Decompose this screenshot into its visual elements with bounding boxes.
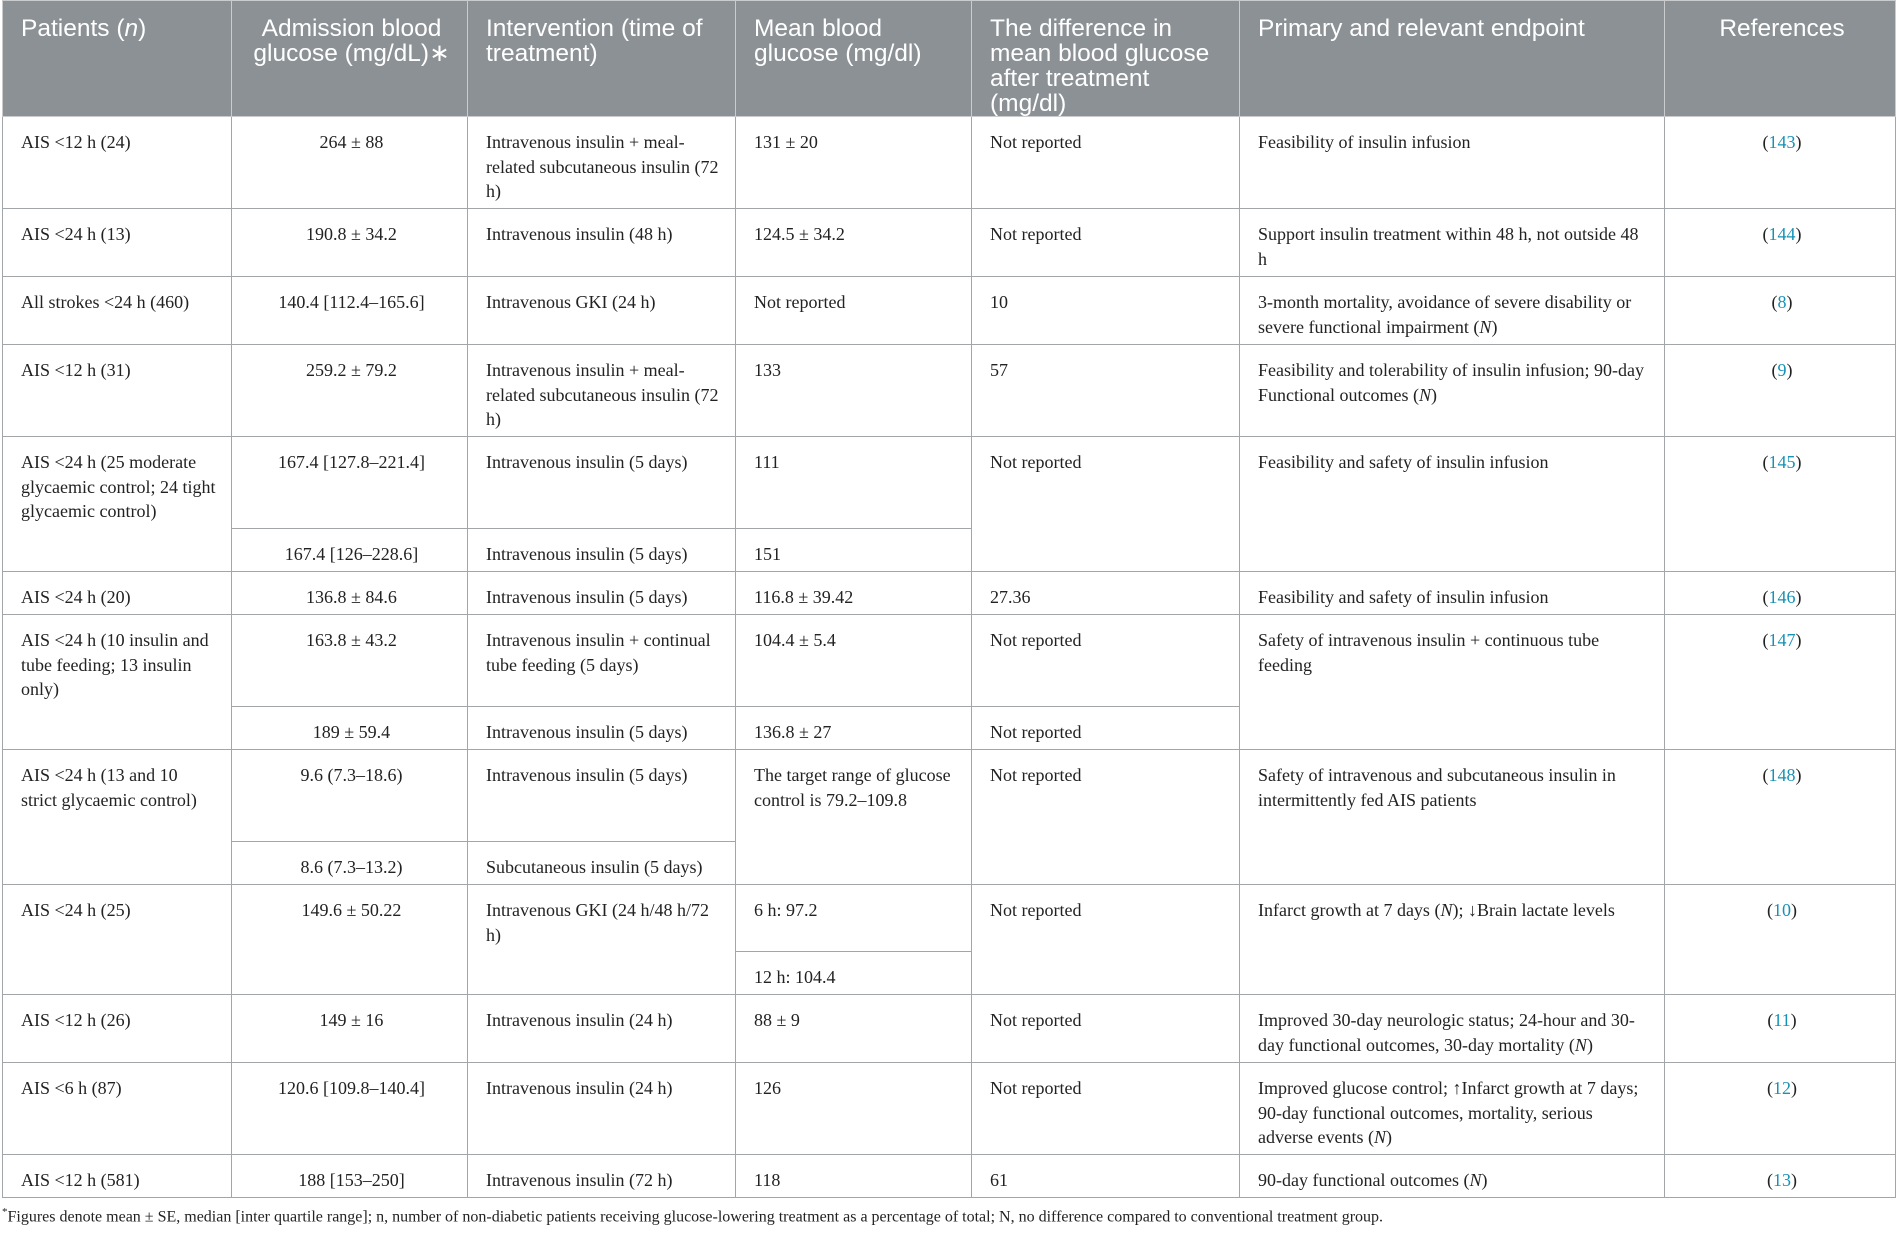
cell-text: Intravenous GKI (24 h/48 h/72 h) xyxy=(486,900,709,945)
cell-text: 61 xyxy=(990,1170,1008,1190)
cell-text: Intravenous insulin (24 h) xyxy=(486,1010,673,1030)
cell-text: Improved 30-day neurologic status; 24-hour and 30-day functional outcomes, 30-day mortality ( xyxy=(1258,1010,1635,1055)
mean-glucose-cell xyxy=(736,529,972,572)
cell-text: 136.8 ± 27 xyxy=(754,722,832,742)
cell-text: 120.6 [109.8–140.4] xyxy=(278,1078,425,1098)
cell-text: Not reported xyxy=(754,292,846,312)
data-table xyxy=(2,0,1896,1198)
cell-text: 12 h: 104.4 xyxy=(754,967,836,987)
cell-text: Intravenous insulin (5 days) xyxy=(486,722,688,742)
endpoint-cell xyxy=(1240,995,1665,1063)
endpoint-cell xyxy=(1240,209,1665,277)
admission-glucose-cell xyxy=(232,209,468,277)
table-footnote xyxy=(2,1206,1383,1226)
cell-text: 140.4 [112.4–165.6] xyxy=(278,292,425,312)
reference-cell: (11) xyxy=(1665,995,1896,1063)
patients-cell xyxy=(3,437,232,572)
cell-text: 124.5 ± 34.2 xyxy=(754,224,845,244)
patients-cell xyxy=(3,750,232,885)
cell-text: Safety of intravenous insulin + continuous tube feeding xyxy=(1258,630,1600,675)
cell-text: 259.2 ± 79.2 xyxy=(306,360,397,380)
cell-text: 116.8 ± 39.42 xyxy=(754,587,854,607)
intervention-cell xyxy=(468,209,736,277)
column-header xyxy=(468,1,736,117)
admission-glucose-cell xyxy=(232,1155,468,1198)
cell-text: Intravenous GKI (24 h) xyxy=(486,292,656,312)
cell-suffix: ) xyxy=(1586,1034,1593,1055)
cell-text: 3-month mortality, avoidance of severe disability or severe functional impairment ( xyxy=(1258,292,1632,337)
cell-text: AIS <24 h (25 moderate glycaemic control; 24 tight glycaemic control) xyxy=(21,452,216,521)
intervention-cell xyxy=(468,842,736,885)
cell-text: Not reported xyxy=(990,630,1082,650)
cell-text: Not reported xyxy=(990,1010,1082,1030)
cell-text: Intravenous insulin (5 days) xyxy=(486,544,688,564)
cell-suffix: ) xyxy=(1385,1127,1392,1147)
endpoint-cell xyxy=(1240,345,1665,437)
mean-glucose-cell xyxy=(736,995,972,1063)
reference-cell: (8) xyxy=(1665,277,1896,345)
cell-text: AIS <24 h (20) xyxy=(21,587,131,607)
endpoint-cell xyxy=(1240,885,1665,995)
table-row xyxy=(3,345,1896,437)
reference-cell: (147) xyxy=(1665,615,1896,750)
cell-text: Intravenous insulin (48 h) xyxy=(486,224,673,244)
admission-glucose-cell xyxy=(232,277,468,345)
cell-text: 136.8 ± 84.6 xyxy=(306,587,397,607)
mean-glucose-cell xyxy=(736,615,972,707)
mean-glucose-cell xyxy=(736,707,972,750)
cell-text: Infarct growth at 7 days ( xyxy=(1258,900,1441,920)
endpoint-cell xyxy=(1240,277,1665,345)
intervention-cell xyxy=(468,529,736,572)
intervention-cell xyxy=(468,885,736,995)
cell-text: 167.4 [126–228.6] xyxy=(284,544,419,564)
table-row xyxy=(3,117,1896,209)
cell-text: Improved glucose control; ↑Infarct growth at 7 days; 90-day functional outcomes, mortality, serious adverse events ( xyxy=(1258,1078,1639,1147)
reference-link[interactable]: 9 xyxy=(1777,360,1787,380)
column-header-text: References xyxy=(1719,15,1845,42)
patients-cell xyxy=(3,615,232,750)
cell-text: AIS <6 h (87) xyxy=(21,1078,122,1098)
intervention-cell xyxy=(468,750,736,842)
mean-glucose-cell xyxy=(736,1063,972,1155)
column-header-text: Primary and relevant endpoint xyxy=(1258,15,1585,42)
admission-glucose-cell xyxy=(232,750,468,842)
cell-suffix: ); ↓Brain lactate levels xyxy=(1452,900,1615,920)
cell-text: 151 xyxy=(754,544,781,564)
cell-text: Not reported xyxy=(990,132,1082,152)
table-row xyxy=(3,615,1896,707)
reference-cell: (145) xyxy=(1665,437,1896,572)
table-row xyxy=(3,1155,1896,1198)
cell-text: AIS <24 h (25) xyxy=(21,900,131,920)
cell-text: Not reported xyxy=(990,765,1082,785)
cell-text: AIS <24 h (13 and 10 strict glycaemic control) xyxy=(21,765,197,810)
cell-italic: N xyxy=(1574,1034,1587,1055)
header-row xyxy=(3,1,1896,117)
mean-glucose-cell xyxy=(736,1155,972,1198)
column-header xyxy=(232,1,468,117)
patients-cell xyxy=(3,209,232,277)
glucose-difference-cell xyxy=(972,117,1240,209)
admission-glucose-cell xyxy=(232,345,468,437)
cell-text: AIS <12 h (581) xyxy=(21,1170,140,1190)
column-header-text: Intervention (time of treatment) xyxy=(486,15,703,67)
column-header-text: The difference in mean blood glucose after treatment (mg/dl) xyxy=(990,15,1210,117)
reference-link[interactable]: 144 xyxy=(1768,224,1796,244)
mean-glucose-cell xyxy=(736,750,972,885)
reference-link[interactable]: 10 xyxy=(1773,900,1791,920)
table-body xyxy=(3,117,1896,1198)
cell-text: 131 ± 20 xyxy=(754,132,818,152)
reference-cell: (148) xyxy=(1665,750,1896,885)
column-header-text: Mean blood glucose (mg/dl) xyxy=(754,15,922,67)
cell-text: Intravenous insulin + continual tube feeding (5 days) xyxy=(486,630,711,675)
intervention-cell xyxy=(468,615,736,707)
reference-link[interactable]: 13 xyxy=(1773,1170,1791,1190)
cell-text: 133 xyxy=(754,360,781,380)
cell-text: 190.8 ± 34.2 xyxy=(306,224,397,244)
intervention-cell xyxy=(468,995,736,1063)
cell-suffix: ) xyxy=(1481,1170,1488,1190)
cell-text: 8.6 (7.3–13.2) xyxy=(300,857,403,877)
reference-link[interactable]: 146 xyxy=(1768,587,1796,607)
patients-cell xyxy=(3,572,232,615)
cell-text: 27.36 xyxy=(990,587,1031,607)
column-header-suffix: ∗ xyxy=(429,40,450,67)
cell-suffix: ) xyxy=(1491,316,1498,337)
cell-text: 149 ± 16 xyxy=(319,1010,384,1030)
admission-glucose-cell xyxy=(232,1063,468,1155)
mean-glucose-cell xyxy=(736,209,972,277)
cell-text: 118 xyxy=(754,1170,781,1190)
glucose-difference-cell xyxy=(972,572,1240,615)
glucose-difference-cell xyxy=(972,345,1240,437)
glucose-difference-cell xyxy=(972,437,1240,572)
cell-text: Not reported xyxy=(990,224,1082,244)
cell-suffix: ) xyxy=(1431,384,1437,405)
cell-text: Not reported xyxy=(990,1078,1082,1098)
cell-text: Not reported xyxy=(990,900,1082,920)
cell-text: 104.4 ± 5.4 xyxy=(754,630,836,650)
reference-link[interactable]: 8 xyxy=(1777,292,1787,312)
column-header xyxy=(736,1,972,117)
reference-cell: (143) xyxy=(1665,117,1896,209)
cell-text: AIS <12 h (31) xyxy=(21,360,131,380)
admission-glucose-cell xyxy=(232,842,468,885)
cell-text: Intravenous insulin (5 days) xyxy=(486,452,688,472)
cell-text: 149.6 ± 50.22 xyxy=(301,900,402,920)
cell-text: 167.4 [127.8–221.4] xyxy=(278,452,425,472)
glucose-difference-cell xyxy=(972,1063,1240,1155)
cell-text: 188 [153–250] xyxy=(298,1170,405,1190)
column-header xyxy=(1240,1,1665,117)
cell-text: AIS <24 h (10 insulin and tube feeding; 13 insulin only) xyxy=(21,630,209,699)
mean-glucose-cell xyxy=(736,437,972,529)
cell-text: Intravenous insulin (72 h) xyxy=(486,1170,673,1190)
reference-cell: (10) xyxy=(1665,885,1896,995)
cell-text: Safety of intravenous and subcutaneous insulin in intermittently fed AIS patients xyxy=(1258,765,1616,810)
cell-text: Intravenous insulin (24 h) xyxy=(486,1078,673,1098)
intervention-cell xyxy=(468,345,736,437)
glucose-difference-cell xyxy=(972,277,1240,345)
table-row xyxy=(3,572,1896,615)
cell-text: 111 xyxy=(754,452,780,472)
reference-cell: (9) xyxy=(1665,345,1896,437)
reference-cell: (13) xyxy=(1665,1155,1896,1198)
endpoint-cell xyxy=(1240,615,1665,750)
reference-link[interactable]: 148 xyxy=(1768,765,1796,785)
mean-glucose-cell xyxy=(736,277,972,345)
cell-text: The target range of glucose control is 79.2–109.8 xyxy=(754,765,951,810)
cell-text: Subcutaneous insulin (5 days) xyxy=(486,857,703,877)
cell-text: 90-day functional outcomes ( xyxy=(1258,1170,1470,1190)
endpoint-cell xyxy=(1240,1063,1665,1155)
cell-text: AIS <12 h (26) xyxy=(21,1010,131,1030)
cell-text: Support insulin treatment within 48 h, not outside 48 h xyxy=(1258,224,1639,269)
table-container xyxy=(2,0,1895,1198)
cell-text: Intravenous insulin + meal-related subcutaneous insulin (72 h) xyxy=(486,360,719,429)
cell-text: Not reported xyxy=(990,452,1082,472)
mean-glucose-cell xyxy=(736,345,972,437)
glucose-difference-cell xyxy=(972,995,1240,1063)
cell-text: Intravenous insulin + meal-related subcutaneous insulin (72 h) xyxy=(486,132,719,201)
admission-glucose-cell xyxy=(232,572,468,615)
admission-glucose-cell xyxy=(232,529,468,572)
cell-text: Intravenous insulin (5 days) xyxy=(486,587,688,607)
table-row xyxy=(3,995,1896,1063)
column-header xyxy=(3,1,232,117)
cell-text: 57 xyxy=(990,360,1008,380)
table-header xyxy=(3,1,1896,117)
glucose-difference-cell xyxy=(972,209,1240,277)
cell-text: AIS <24 h (13) xyxy=(21,224,131,244)
mean-glucose-cell xyxy=(736,572,972,615)
intervention-cell xyxy=(468,707,736,750)
intervention-cell xyxy=(468,117,736,209)
cell-text: Feasibility and tolerability of insulin infusion; 90-day Functional outcomes ( xyxy=(1258,360,1644,405)
cell-text: All strokes <24 h (460) xyxy=(21,292,190,312)
intervention-cell xyxy=(468,437,736,529)
column-header xyxy=(1665,1,1896,117)
column-header-text: Admission blood glucose (mg/dL) xyxy=(253,15,442,67)
reference-link[interactable]: 143 xyxy=(1768,132,1796,152)
cell-text: AIS <12 h (24) xyxy=(21,132,131,152)
reference-link[interactable]: 145 xyxy=(1768,452,1796,472)
mean-glucose-cell xyxy=(736,885,972,952)
endpoint-cell xyxy=(1240,1155,1665,1198)
intervention-cell xyxy=(468,1155,736,1198)
patients-cell xyxy=(3,1063,232,1155)
patients-cell xyxy=(3,117,232,209)
intervention-cell xyxy=(468,572,736,615)
cell-italic: N xyxy=(1469,1170,1482,1190)
footnote-text: Figures denote mean ± SE, median [inter quartile range]; n, number of non-diabetic patients receiving glucose-lowering treatment as a percentage of total; N, no difference compared to conventional treatment group. xyxy=(7,1208,1384,1226)
table-row xyxy=(3,750,1896,842)
table-row xyxy=(3,209,1896,277)
patients-cell xyxy=(3,277,232,345)
intervention-cell xyxy=(468,277,736,345)
mean-glucose-cell xyxy=(736,952,972,995)
glucose-difference-cell xyxy=(972,885,1240,995)
reference-cell: (12) xyxy=(1665,1063,1896,1155)
column-header-italic: n xyxy=(124,15,139,42)
cell-text: Feasibility and safety of insulin infusion xyxy=(1258,587,1549,607)
reference-link[interactable]: 11 xyxy=(1773,1010,1791,1030)
cell-italic: N xyxy=(1440,900,1453,920)
admission-glucose-cell xyxy=(232,995,468,1063)
endpoint-cell xyxy=(1240,117,1665,209)
glucose-difference-cell xyxy=(972,750,1240,885)
cell-text: 126 xyxy=(754,1078,781,1098)
glucose-difference-cell xyxy=(972,1155,1240,1198)
table-row xyxy=(3,437,1896,529)
admission-glucose-cell xyxy=(232,437,468,529)
cell-text: Feasibility and safety of insulin infusion xyxy=(1258,452,1549,472)
table-row xyxy=(3,1063,1896,1155)
cell-text: Intravenous insulin (5 days) xyxy=(486,765,688,785)
reference-cell: (146) xyxy=(1665,572,1896,615)
reference-link[interactable]: 12 xyxy=(1773,1078,1791,1098)
cell-text: 189 ± 59.4 xyxy=(312,722,391,742)
column-header-suffix: ) xyxy=(138,15,147,42)
reference-link[interactable]: 147 xyxy=(1768,630,1796,650)
endpoint-cell xyxy=(1240,750,1665,885)
admission-glucose-cell xyxy=(232,615,468,707)
mean-glucose-cell xyxy=(736,117,972,209)
footnote-mark: * xyxy=(2,1206,8,1218)
endpoint-cell xyxy=(1240,572,1665,615)
endpoint-cell xyxy=(1240,437,1665,572)
cell-text: 6 h: 97.2 xyxy=(754,900,818,920)
cell-italic: N xyxy=(1479,316,1492,337)
intervention-cell xyxy=(468,1063,736,1155)
table-row xyxy=(3,885,1896,952)
admission-glucose-cell xyxy=(232,885,468,995)
cell-text: 163.8 ± 43.2 xyxy=(306,630,397,650)
cell-text: 264 ± 88 xyxy=(319,132,384,152)
patients-cell xyxy=(3,885,232,995)
glucose-difference-cell xyxy=(972,615,1240,707)
cell-text: 10 xyxy=(990,292,1008,312)
admission-glucose-cell xyxy=(232,707,468,750)
admission-glucose-cell xyxy=(232,117,468,209)
cell-text: Feasibility of insulin infusion xyxy=(1258,132,1471,152)
cell-italic: N xyxy=(1418,384,1431,405)
cell-text: 9.6 (7.3–18.6) xyxy=(300,765,403,785)
cell-text: Not reported xyxy=(990,722,1082,742)
glucose-difference-cell xyxy=(972,707,1240,750)
cell-text: 88 ± 9 xyxy=(754,1010,800,1030)
patients-cell xyxy=(3,1155,232,1198)
column-header-text: Patients ( xyxy=(21,15,125,42)
patients-cell xyxy=(3,345,232,437)
table-row xyxy=(3,277,1896,345)
reference-cell: (144) xyxy=(1665,209,1896,277)
cell-italic: N xyxy=(1373,1127,1386,1147)
patients-cell xyxy=(3,995,232,1063)
column-header xyxy=(972,1,1240,117)
